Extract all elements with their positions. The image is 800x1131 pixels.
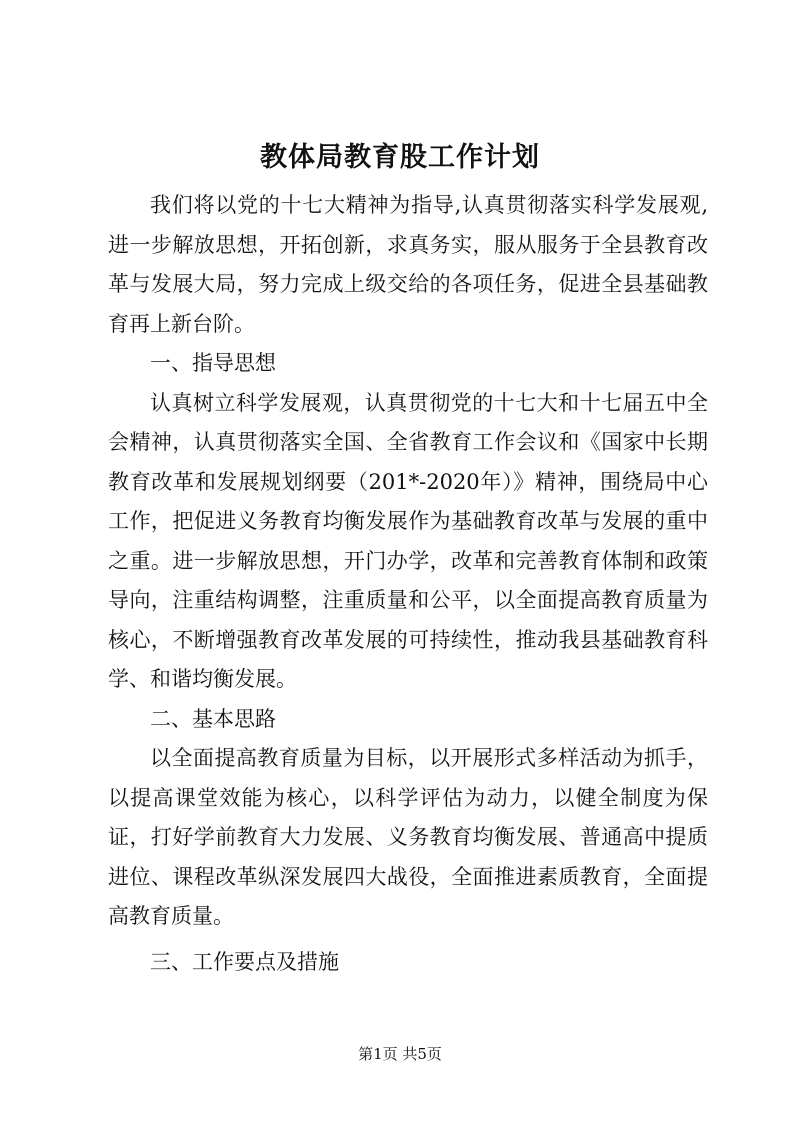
intro-paragraph: 我们将以党的十七大精神为指导,认真贯彻落实科学发展观,进一步解放思想，开拓创新，求真务实，服从服务于全县教育改革与发展大局，努力完成上级交给的各项任务，促进全县基础教育再上新台阶。 <box>108 193 708 336</box>
guiding-thought-paragraph: 认真树立科学发展观，认真贯彻党的十七大和十七届五中全会精神，认真贯彻落实全国、全省教育工作会议和《国家中长期教育改革和发展规划纲要（201*-2020年）》精神，围绕局中心工作，把促进义务教育均衡发展作为基础教育改革与发展的重中之重。进一步解放思想，开门办学，改革和完善教育体制和政策导向，注重结构调整，注重质量和公平，以全面提高教育质量为核心，不断增强教育改革发展的可持续性，推动我县基础教育科学、和谐均衡发展。 <box>108 390 708 691</box>
page-footer: 第1页 共5页 <box>358 1045 442 1063</box>
section-heading-guiding-thought: 一、指导思想 <box>150 351 276 375</box>
basic-approach-paragraph: 以全面提高教育质量为目标，以开展形式多样活动为抓手，以提高课堂效能为核心，以科学评估为动力，以健全制度为保证，打好学前教育大力发展、义务教育均衡发展、普通高中提质进位、课程改革纵深发展四大战役，全面推进素质教育，全面提高教育质量。 <box>108 746 708 928</box>
section-heading-basic-approach: 二、基本思路 <box>150 706 276 731</box>
document-body <box>108 186 708 982</box>
section-heading-key-points: 三、工作要点及措施 <box>150 949 339 974</box>
document-title: 教体局教育股工作计划 <box>260 142 540 173</box>
